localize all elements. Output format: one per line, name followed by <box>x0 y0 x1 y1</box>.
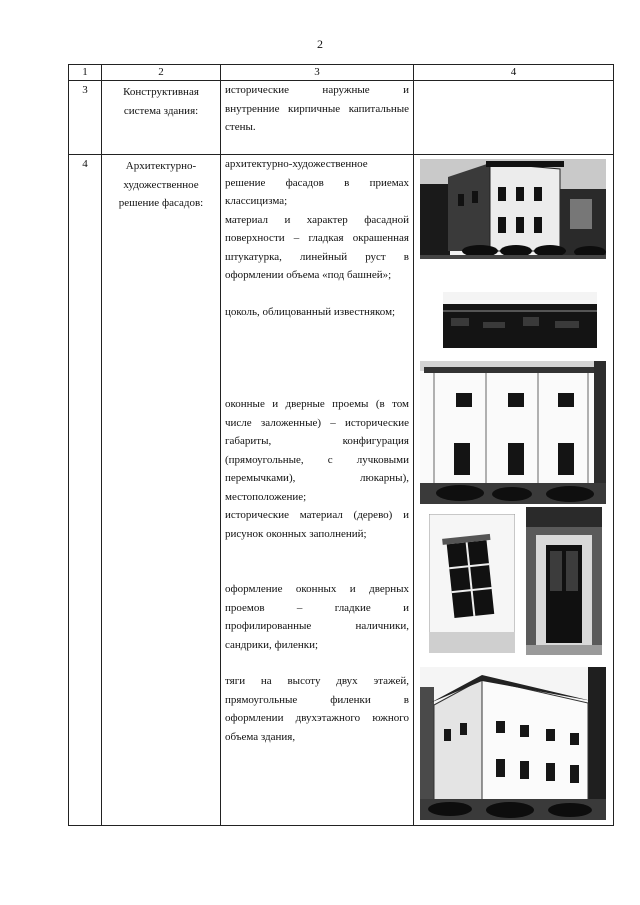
header-col-4: 4 <box>414 65 614 81</box>
text-line: архитектурно-художественное <box>225 158 368 170</box>
text-line: исторические наружные и <box>225 84 409 96</box>
row-label: Конструктивная система здания: <box>102 81 221 155</box>
row-description <box>221 155 414 826</box>
text-line: исторические материал (дерево) и <box>225 509 409 521</box>
window-photo <box>429 514 515 653</box>
row-label: Архитектурно-художественное решение фасадов: <box>102 155 221 826</box>
door-photo <box>526 507 602 655</box>
text-line: цоколь, облицованный известняком; <box>225 305 396 318</box>
row-number: 3 <box>69 81 102 155</box>
text-line: рисунок оконных заполнений; <box>225 527 367 540</box>
header-col-2: 2 <box>102 65 221 81</box>
text-line: классицизма; <box>225 195 288 207</box>
document-table <box>68 64 614 826</box>
facade-photo-2 <box>420 361 606 504</box>
row-photos <box>414 155 614 826</box>
page-number: 2 <box>317 37 323 51</box>
text-line: тяги на высоту двух этажей, <box>225 675 409 687</box>
text-line: профилированные наличники, <box>225 620 409 632</box>
table-header-row <box>69 65 614 81</box>
table-row <box>69 155 614 826</box>
text-line: объема здания, <box>225 730 296 743</box>
text-line: местоположение; <box>225 490 307 503</box>
row-photos <box>414 81 614 155</box>
text-line: внутренние кирпичные капитальные <box>225 102 409 115</box>
text-line: (прямоугольные, с лучковыми <box>225 453 409 466</box>
header-col-1: 1 <box>69 65 102 81</box>
text-line: штукатурка, линейный руст в <box>225 250 409 263</box>
text-line: стены. <box>225 121 256 133</box>
text-line: оконные и дверные проемы (в том <box>225 398 409 410</box>
text-line: перемычками), люкарны), <box>225 472 409 484</box>
text-line: поверхности – гладкая окрашенная <box>225 232 409 244</box>
header-col-3: 3 <box>221 65 414 81</box>
text-line: материал и характер фасадной <box>225 213 409 226</box>
text-line: сандрики, филенки; <box>225 638 319 651</box>
text-line: решение фасадов в приемах <box>225 176 409 189</box>
plinth-photo <box>443 292 597 348</box>
row-number: 4 <box>69 155 102 826</box>
facade-photo-1 <box>420 159 606 259</box>
table-row <box>69 81 614 155</box>
text-line: оформление оконных и дверных <box>225 583 409 595</box>
text-line: прямоугольные филенки в <box>225 693 409 706</box>
text-line: числе заложенные) – исторические <box>225 416 409 429</box>
text-line: оформлении объема «под башней»; <box>225 269 392 281</box>
facade-photo-3 <box>420 667 606 820</box>
row-description <box>221 81 414 155</box>
text-line: габариты, конфигурация <box>225 435 409 447</box>
text-line: оформлении двухэтажного южного <box>225 712 409 724</box>
photo-column <box>414 155 613 823</box>
text-line: проемов – гладкие и <box>225 601 409 614</box>
